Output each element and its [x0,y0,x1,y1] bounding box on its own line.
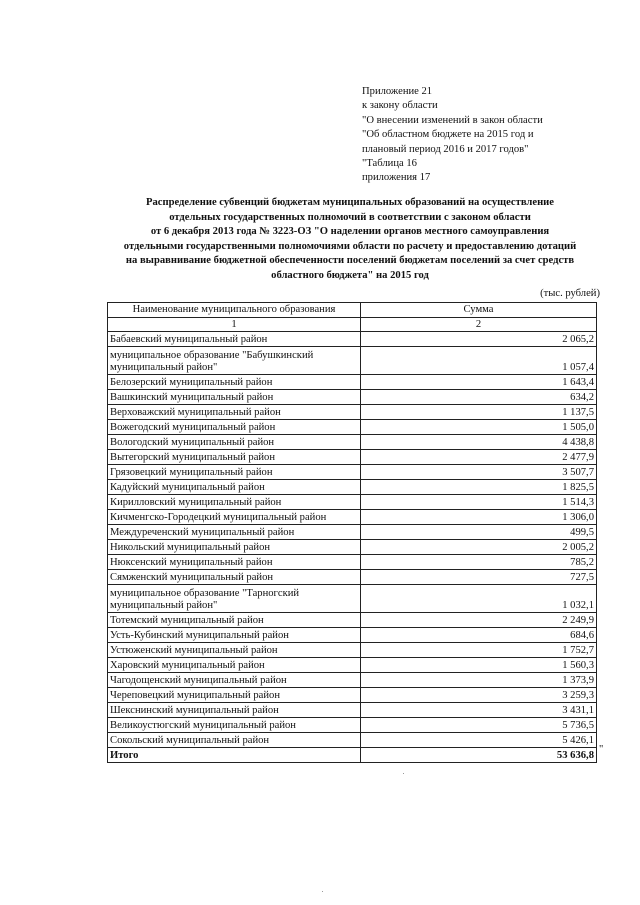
municipality-name: Харовский муниципальный район [108,658,361,673]
sum-value: 5 736,5 [361,718,597,733]
header-sum: Сумма [361,303,597,318]
sum-value: 2 065,2 [361,332,597,347]
table-row [108,673,597,688]
table-row [108,420,597,435]
table-row [108,525,597,540]
municipality-name: Сямженский муниципальный район [108,570,361,585]
sum-value: 1 137,5 [361,405,597,420]
municipality-name: Кирилловский муниципальный район [108,495,361,510]
sum-value: 1 032,1 [361,585,597,613]
municipality-name: Великоустюгский муниципальный район [108,718,361,733]
municipality-name: Вашкинский муниципальный район [108,390,361,405]
appendix-line: к закону области [362,100,438,112]
closing-quote: " [599,744,604,755]
municipality-name: Чагодощенский муниципальный район [108,673,361,688]
table-row [108,540,597,555]
sum-value: 1 505,0 [361,420,597,435]
table-row [108,718,597,733]
header-name: Наименование муниципального образования [108,303,361,318]
municipality-name: Междуреченский муниципальный район [108,525,361,540]
title-line: областного бюджета" на 2015 год [271,269,429,281]
sum-value: 3 431,1 [361,703,597,718]
municipality-name: Вытегорский муниципальный район [108,450,361,465]
municipality-name: Верховажский муниципальный район [108,405,361,420]
table-row [108,643,597,658]
title-line: Распределение субвенций бюджетам муниципальных образований на осуществление [146,197,554,208]
table-row [108,733,597,748]
table-row [108,405,597,420]
appendix-header [362,85,543,186]
table-row [108,465,597,480]
table-header-row [108,303,597,318]
municipality-name: муниципальное образование "Бабушкинский муниципальный район" [108,347,361,375]
sum-value: 2 477,9 [361,450,597,465]
column-number: 2 [361,317,597,332]
table-row [108,375,597,390]
appendix-line: плановый период 2016 и 2017 годов" [362,143,529,155]
units-label: (тыс. рублей) [540,288,600,299]
municipality-name: Кичменгско-Городецкий муниципальный район [108,510,361,525]
appendix-line: "Об областном бюджете на 2015 год и [362,129,534,141]
sum-value: 3 259,3 [361,688,597,703]
table-row [108,347,597,375]
municipality-name: Грязовецкий муниципальный район [108,465,361,480]
column-number: 1 [108,317,361,332]
appendix-line: Приложение 21 [362,86,433,97]
municipality-name: Вологодский муниципальный район [108,435,361,450]
sum-value: 1 825,5 [361,480,597,495]
sum-value: 3 507,7 [361,465,597,480]
table-row [108,390,597,405]
municipality-name: Кадуйский муниципальный район [108,480,361,495]
scan-speck [403,773,404,774]
municipality-name: Никольский муниципальный район [108,540,361,555]
table-row [108,658,597,673]
sum-value: 1 373,9 [361,673,597,688]
municipality-name: муниципальное образование "Тарногский муниципальный район" [108,585,361,613]
sum-value: 1 643,4 [361,375,597,390]
appendix-line: "О внесении изменений в закон области [362,114,543,126]
table-row [108,613,597,628]
sum-value: 1 306,0 [361,510,597,525]
sum-value: 785,2 [361,555,597,570]
total-row [108,748,597,763]
sum-value: 727,5 [361,570,597,585]
sum-value: 2 249,9 [361,613,597,628]
municipality-name: Устюженский муниципальный район [108,643,361,658]
sum-value: 1 752,7 [361,643,597,658]
sum-value: 499,5 [361,525,597,540]
sum-value: 1 560,3 [361,658,597,673]
sum-value: 5 426,1 [361,733,597,748]
municipality-name: Шекснинский муниципальный район [108,703,361,718]
subsidy-table [107,302,597,763]
municipality-name: Белозерский муниципальный район [108,375,361,390]
table-row [108,332,597,347]
municipality-name: Череповецкий муниципальный район [108,688,361,703]
sum-value: 1 514,3 [361,495,597,510]
table-row [108,628,597,643]
table-row [108,435,597,450]
sum-value: 2 005,2 [361,540,597,555]
table-row [108,585,597,613]
table-row [108,688,597,703]
sum-value: 684,6 [361,628,597,643]
municipality-name: Нюксенский муниципальный район [108,555,361,570]
sum-value: 4 438,8 [361,435,597,450]
total-label: Итого [108,748,361,763]
appendix-line: приложения 17 [362,172,431,184]
table-row [108,555,597,570]
title-line: на выравнивание бюджетной обеспеченности поселений бюджетам поселений за счет средств [125,255,575,267]
title-line: от 6 декабря 2013 года № 3223-ОЗ "О наделении органов местного самоуправления [150,226,550,238]
column-number-row [108,317,597,332]
table-row [108,510,597,525]
table-row [108,450,597,465]
title-line: отдельными государственными полномочиями области по расчету и предоставлению дотаций [123,240,577,252]
total-value: 53 636,8 [361,748,597,763]
table-row [108,480,597,495]
appendix-line: "Таблица 16 [362,158,417,170]
sum-value: 1 057,4 [361,347,597,375]
table-row [108,495,597,510]
municipality-name: Сокольский муниципальный район [108,733,361,748]
table-row [108,703,597,718]
municipality-name: Тотемский муниципальный район [108,613,361,628]
document-title [100,196,600,284]
table-row [108,570,597,585]
municipality-name: Усть-Кубинский муниципальный район [108,628,361,643]
title-line: отдельных государственных полномочий в соответствии с законом области [169,211,531,223]
municipality-name: Бабаевский муниципальный район [108,332,361,347]
municipality-name: Вожегодский муниципальный район [108,420,361,435]
scan-speck [322,891,323,892]
sum-value: 634,2 [361,390,597,405]
